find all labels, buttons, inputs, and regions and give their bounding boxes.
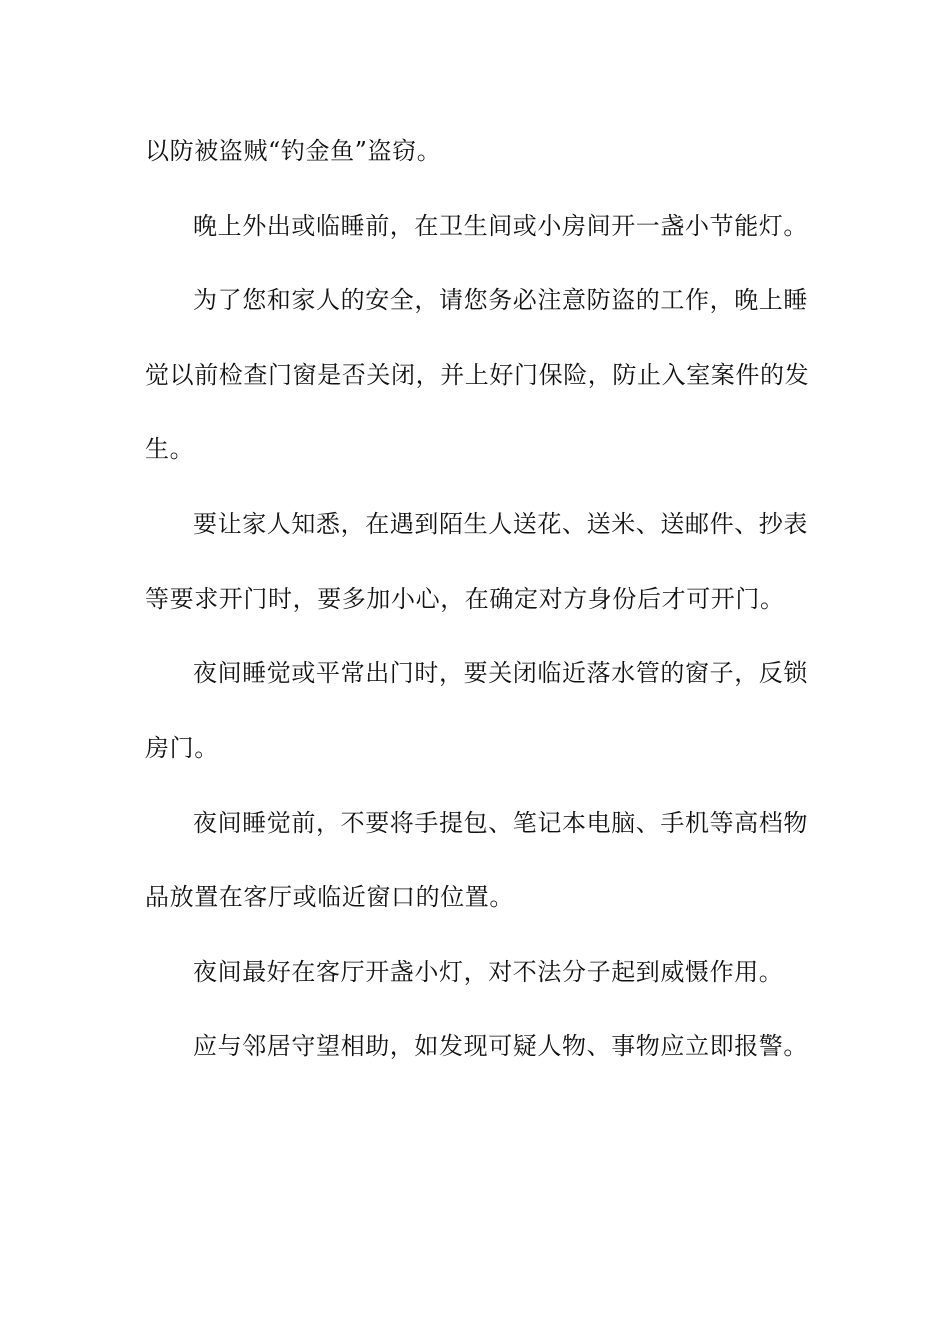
text-line: 品放置在客厅或临近窗口的位置。 <box>145 883 514 911</box>
paragraph-first-line: 应与邻居守望相助，如发现可疑人物、事物应立即报警。 <box>193 1032 808 1060</box>
text-line: 房门。 <box>145 734 219 762</box>
paragraph-first-line: 夜间睡觉或平常出门时，要关闭临近落水管的窗子，反锁 <box>193 659 808 687</box>
text-line: 等要求开门时，要多加小心，在确定对方身份后才可开门。 <box>145 585 785 613</box>
paragraph-first-line: 为了您和家人的安全，请您务必注意防盗的工作，晚上睡 <box>193 286 808 314</box>
paragraph-first-line: 晚上外出或临睡前，在卫生间或小房间开一盏小节能灯。 <box>193 212 808 240</box>
text-line: 生。 <box>145 435 195 463</box>
paragraph-first-line: 要让家人知悉，在遇到陌生人送花、送米、送邮件、抄表 <box>193 510 808 538</box>
paragraph-first-line: 夜间最好在客厅开盏小灯，对不法分子起到威慑作用。 <box>193 958 784 986</box>
paragraph-first-line: 夜间睡觉前，不要将手提包、笔记本电脑、手机等高档物 <box>193 809 808 837</box>
text-line: 以防被盗贼“钓金鱼”盗窃。 <box>145 137 442 165</box>
text-line: 觉以前检查门窗是否关闭，并上好门保险，防止入室案件的发 <box>145 361 810 389</box>
